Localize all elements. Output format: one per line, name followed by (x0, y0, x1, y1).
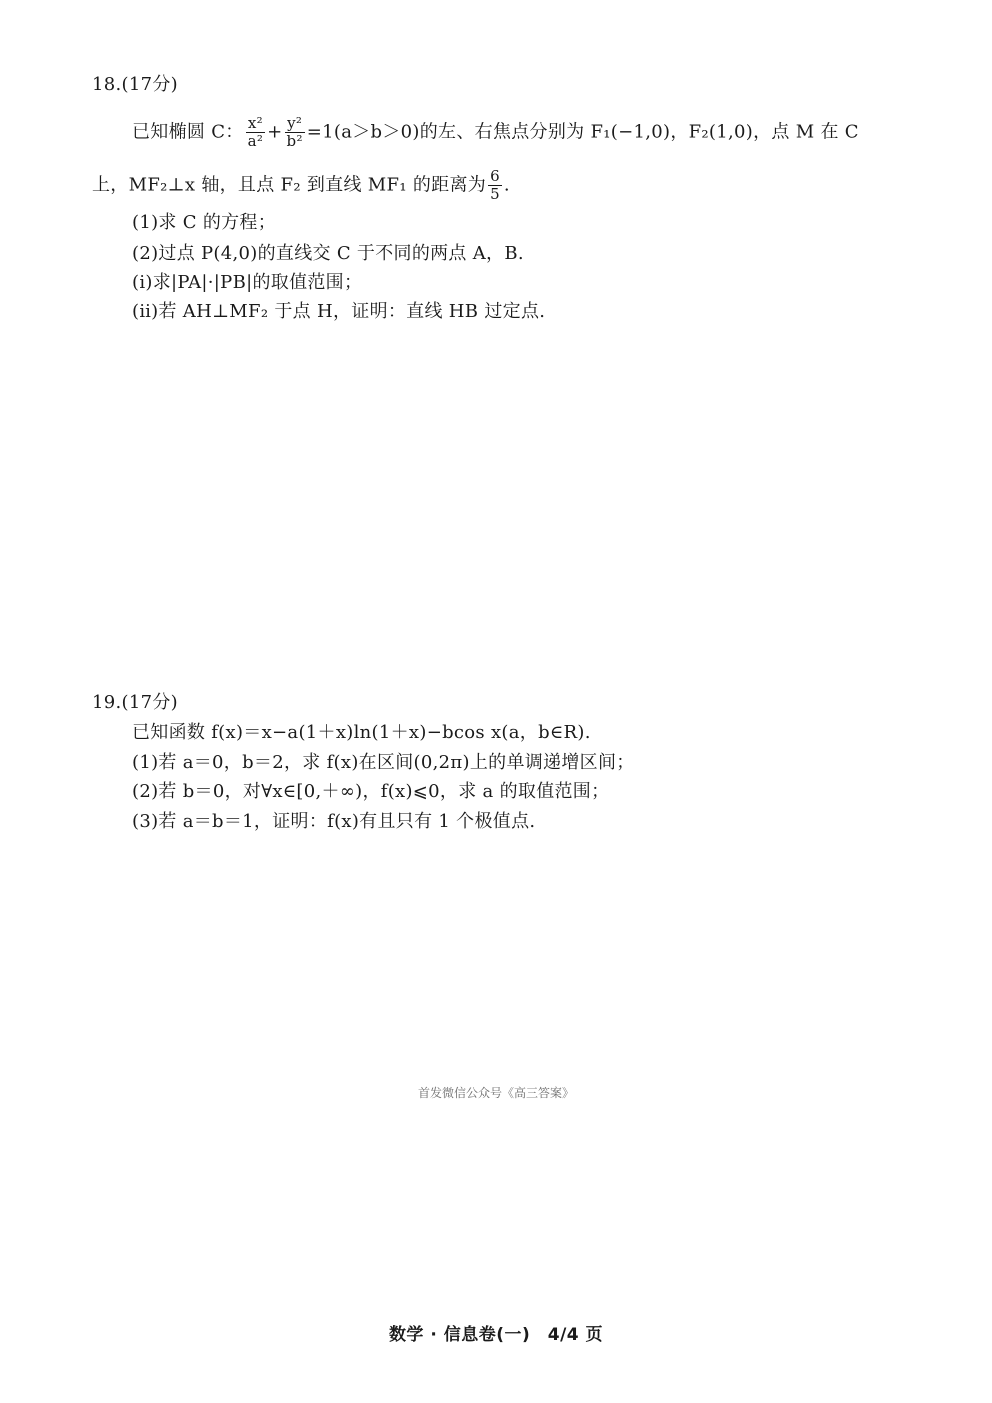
q18-frac2-numerator: y² (285, 115, 305, 133)
q18-stem-part2: =1(a＞b＞0)的左、右焦点分别为 F₁(−1,0)，F₂(1,0)，点 M 在 C (306, 121, 859, 143)
q19-stem: 已知函数 f(x)＝x−a(1＋x)ln(1＋x)−bcos x(a，b∈R). (132, 722, 591, 743)
q18-part2: (2)过点 P(4,0)的直线交 C 于不同的两点 A，B. (132, 243, 524, 264)
q19-part1: (1)若 a＝0，b＝2，求 f(x)在区间(0,2π)上的单调递增区间； (132, 752, 635, 773)
q18-part1: (1)求 C 的方程； (132, 212, 277, 233)
q18-stem-line2-end: . (503, 174, 510, 196)
q18-frac3-numerator: 6 (490, 167, 500, 185)
q18-frac-y2-b2 (285, 115, 305, 150)
q18-stem-line1 (132, 115, 859, 150)
q18-frac2-denominator: b² (286, 132, 303, 150)
q18-stem-line2 (92, 168, 510, 203)
q18-frac1-denominator: a² (247, 132, 264, 150)
q19-part2: (2)若 b＝0，对∀x∈[0,＋∞)，f(x)⩽0，求 a 的取值范围； (132, 781, 610, 802)
q18-stem-part1: 已知椭圆 C： (132, 121, 244, 143)
q18-frac1-numerator: x² (246, 115, 266, 133)
q18-frac-6-5 (488, 168, 502, 203)
watermark-text: 首发微信公众号《高三答案》 (417, 1086, 574, 1100)
q18-stem-line2-text: 上，MF₂⊥x 轴，且点 F₂ 到直线 MF₁ 的距离为 (92, 174, 487, 196)
page-footer: 数学 · 信息卷(一) 4/4 页 (388, 1325, 604, 1345)
q18-frac3-denominator: 5 (490, 185, 500, 203)
q19-part3: (3)若 a＝b＝1，证明：f(x)有且只有 1 个极值点. (132, 811, 536, 832)
q18-header: 18.(17分) (92, 74, 178, 95)
q18-part2-ii: (ⅱ)若 AH⊥MF₂ 于点 H，证明：直线 HB 过定点. (132, 301, 546, 322)
q18-part2-i: (ⅰ)求|PA|·|PB|的取值范围； (132, 272, 363, 293)
q18-plus: + (267, 121, 283, 143)
q18-frac-x2-a2 (246, 115, 266, 150)
q19-header: 19.(17分) (92, 692, 178, 713)
